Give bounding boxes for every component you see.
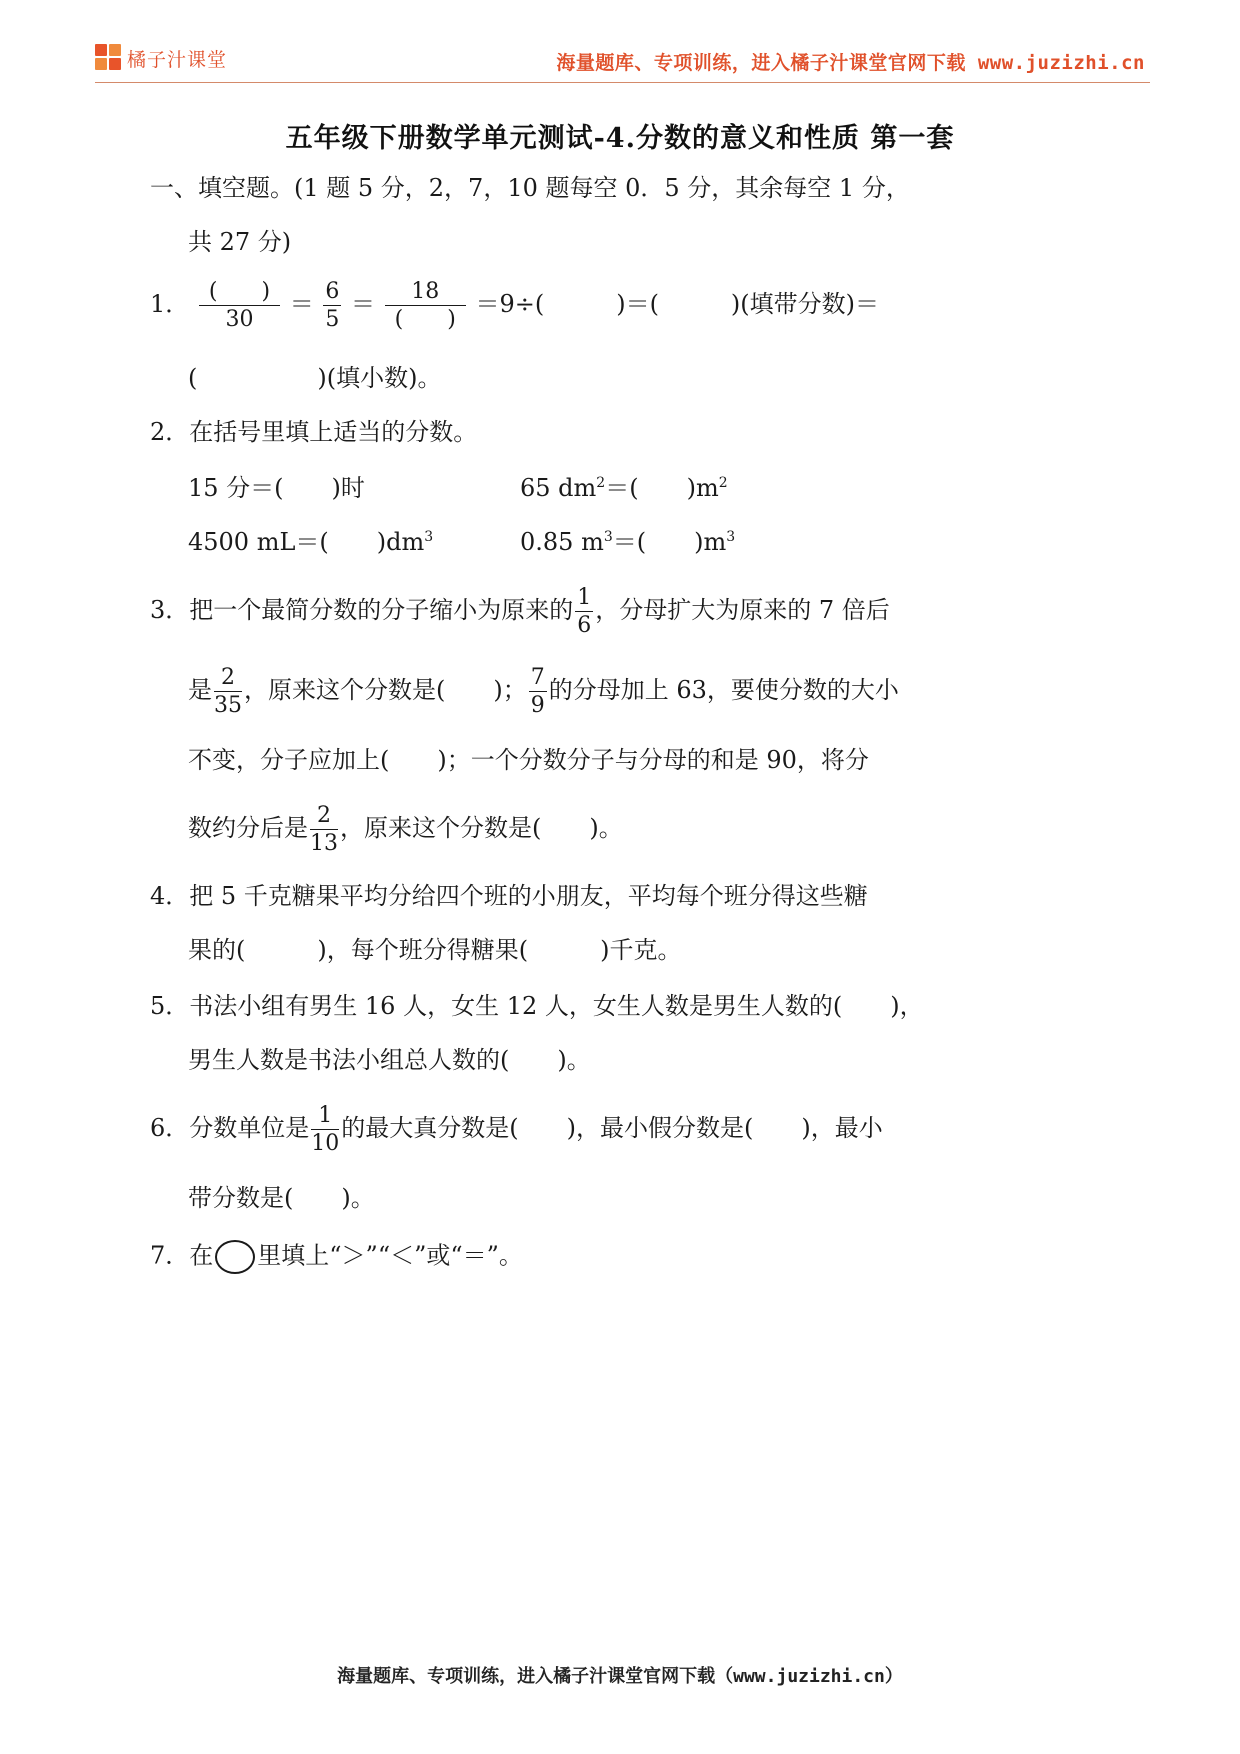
question-5-line2: 男生人数是书法小组总人数的( )。 <box>188 1046 591 1074</box>
fraction-1-over-10: $\frac{1}{10}$ <box>311 1103 340 1157</box>
question-3: 3．把一个最简分数的分子缩小为原来的 $\frac{1}{6}$ ，分母扩大为原来的 7 倍后 <box>150 585 890 639</box>
brand-logo <box>95 44 227 72</box>
fraction-1-over-6: $\frac{1}{6}$ <box>577 585 592 639</box>
question-2c: 4500 mL＝( )$dm^3$ <box>188 528 434 556</box>
question-3-line3: 不变，分子应加上( )；一个分数分子与分母的和是 90，将分 <box>188 746 869 774</box>
section-heading: 一、填空题。(1 题 5 分，2，7，10 题每空 0．5 分，其余每空 1 分， <box>150 174 910 202</box>
question-2b: 65 $dm^2=$( )$m^2$ <box>520 474 728 502</box>
header-slogan: 海量题库、专项训练，进入橘子汁课堂官网下载 www.juzizhi.cn <box>556 52 1145 74</box>
logo-text: 橘子汁课堂 <box>127 48 228 71</box>
question-1-line2: ( )(填小数)。 <box>188 364 442 392</box>
question-1-label: 1． <box>150 290 190 319</box>
question-5: 5．书法小组有男生 16 人，女生 12 人，女生人数是男生人数的( )， <box>150 992 924 1020</box>
fraction-2-over-35: $\frac{2}{35}$ <box>214 665 242 719</box>
question-2a: 15 分＝( )时 <box>188 474 365 502</box>
question-6: 6．分数单位是 $\frac{1}{10}$ 的最大真分数是( )，最小假分数是( )，最小 <box>150 1103 883 1157</box>
question-3-line2: 是 $\frac{2}{35}$ ，原来这个分数是( )； $\frac{7}{9}$ 的分母加上 63，要使分数的大小 <box>188 665 899 719</box>
fraction-18-over-blank: $\frac{18}{( )}$ <box>385 280 466 331</box>
circle-icon <box>215 1240 255 1274</box>
page-title: 五年级下册数学单元测试-4.分数的意义和性质 第一套 <box>285 123 955 154</box>
question-2d: 0.85 $m^3=$( )$m^3$ <box>520 528 736 556</box>
section-heading-cont: 共 27 分) <box>188 228 292 256</box>
question-6-line2: 带分数是( )。 <box>188 1184 375 1212</box>
question-4-line2: 果的( )，每个班分得糖果( )千克。 <box>188 936 682 964</box>
page-footer: 海量题库、专项训练，进入橘子汁课堂官网下载（www.juzizhi.cn） <box>337 1666 903 1687</box>
fraction-blank-over-30: $\frac{( )}{30}$ <box>199 280 280 331</box>
question-1: 1． $\frac{( )}{30}$ ＝ $\frac{6}{5}$ ＝ $\frac{18}{( )}$ ＝9÷( )＝( )(填带分数)＝ <box>150 279 880 333</box>
fraction-6-over-5: $\frac{6}{5}$ <box>325 279 340 333</box>
fraction-7-over-9: $\frac{7}{9}$ <box>530 665 545 719</box>
page-header <box>95 40 1145 80</box>
question-4: 4．把 5 千克糖果平均分给四个班的小朋友，平均每个班分得这些糖 <box>150 882 868 910</box>
header-divider <box>95 82 1150 83</box>
question-2: 2．在括号里填上适当的分数。 <box>150 418 478 446</box>
fraction-2-over-13: $\frac{2}{13}$ <box>310 803 338 857</box>
question-3-line4: 数约分后是 $\frac{2}{13}$ ，原来这个分数是( )。 <box>188 803 623 857</box>
question-7: 7．在 里填上“＞”“＜”或“＝”。 <box>150 1240 523 1274</box>
logo-icon <box>95 44 123 72</box>
question-1-rest: ＝9÷( )＝( )(填带分数)＝ <box>475 290 880 319</box>
